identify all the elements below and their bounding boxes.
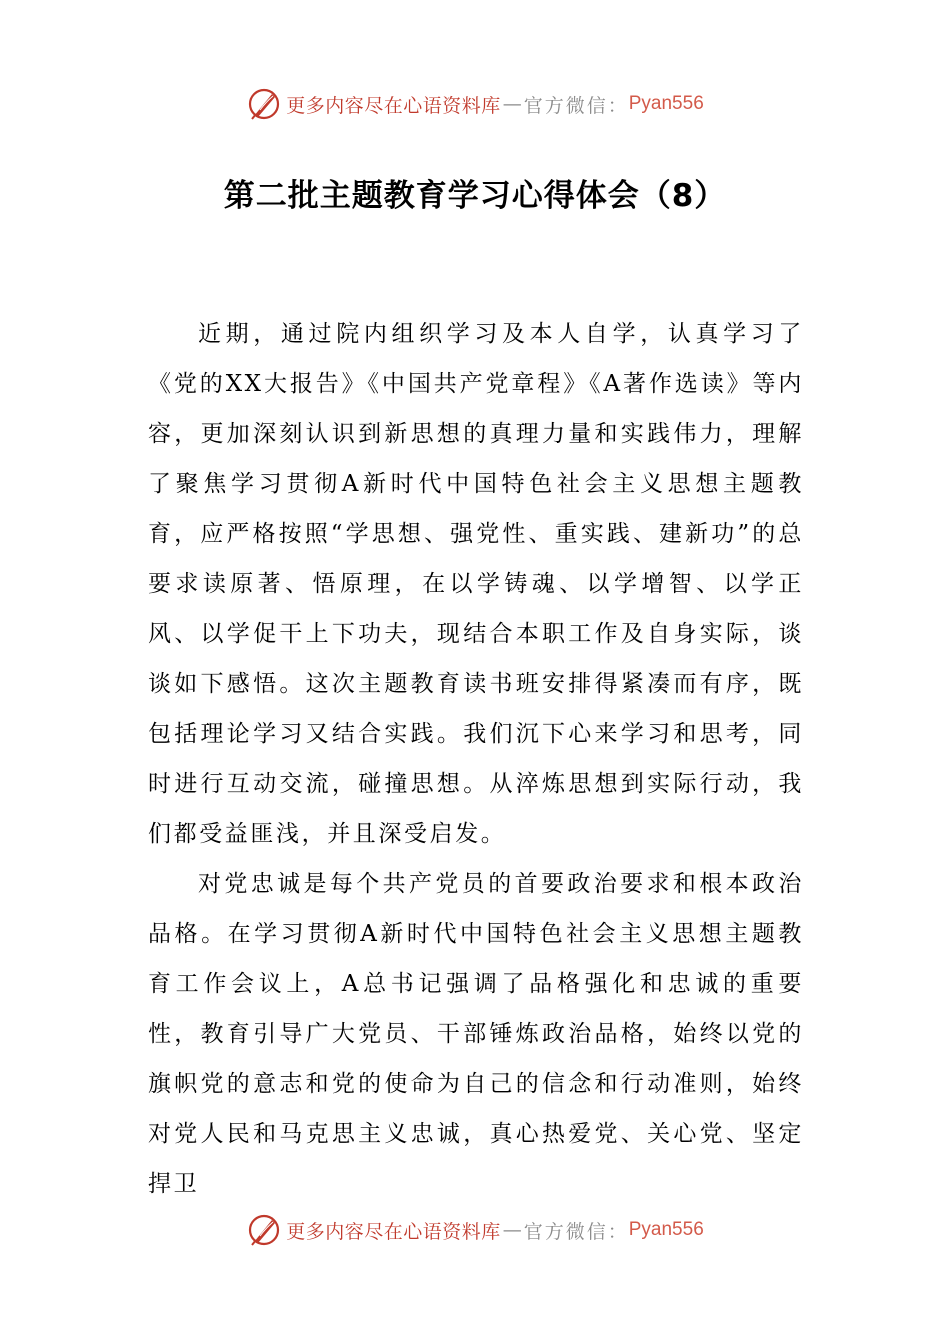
- banner-account: Pyan556: [628, 93, 704, 114]
- document-body: [148, 309, 804, 1209]
- page-title: 第二批主题教育学习心得体会（8）: [223, 178, 727, 214]
- paragraph: 近期，通过院内组织学习及本人自学，认真学习了《党的XX大报告》《中国共产党章程》《A著作选读》等内容，更加深刻认识到新思想的真理力量和实践伟力，理解了聚焦学习贯彻A新时代中国特色社会主义思想主题教育，应严格按照“学思想、强党性、重实践、建新功”的总要求读原著、悟原理，在以学铸魂、以学增智、以学正风、以学促干上下功夫，现结合本职工作及自身实际，谈谈如下感悟。这次主题教育读书班安排得紧凑而有序，既包括理论学习又结合实践。我们沉下心来学习和思考，同时进行互动交流，碰撞思想。从淬炼思想到实际行动，我们都受益匪浅，并且深受启发。: [148, 321, 804, 847]
- banner-account: Pyan556: [628, 1219, 704, 1240]
- paragraph: 对党忠诚是每个共产党员的首要政治要求和根本政治品格。在学习贯彻A新时代中国特色社会主义思想主题教育工作会议上，A总书记强调了品格强化和忠诚的重要性，教育引导广大党员、干部锤炼政治品格，始终以党的旗帜党的意志和党的使命为自己的信念和行动准则，始终对党人民和马克思主义忠诚，真心热爱党、关心党、坚定捍卫: [148, 871, 804, 1197]
- footer-banner: [0, 1210, 950, 1250]
- banner-wechat-label: 官方微信：: [523, 1220, 629, 1243]
- banner-text: 更多内容尽在心语资料库: [286, 1220, 501, 1243]
- banner-text: 更多内容尽在心语资料库: [286, 94, 501, 117]
- quill-logo-icon: [246, 1212, 282, 1248]
- header-banner: [0, 84, 950, 124]
- banner-wechat-label: 官方微信：: [523, 94, 629, 117]
- quill-logo-icon: [246, 86, 282, 122]
- banner-dash: —: [502, 93, 522, 115]
- banner-dash: —: [502, 1219, 522, 1241]
